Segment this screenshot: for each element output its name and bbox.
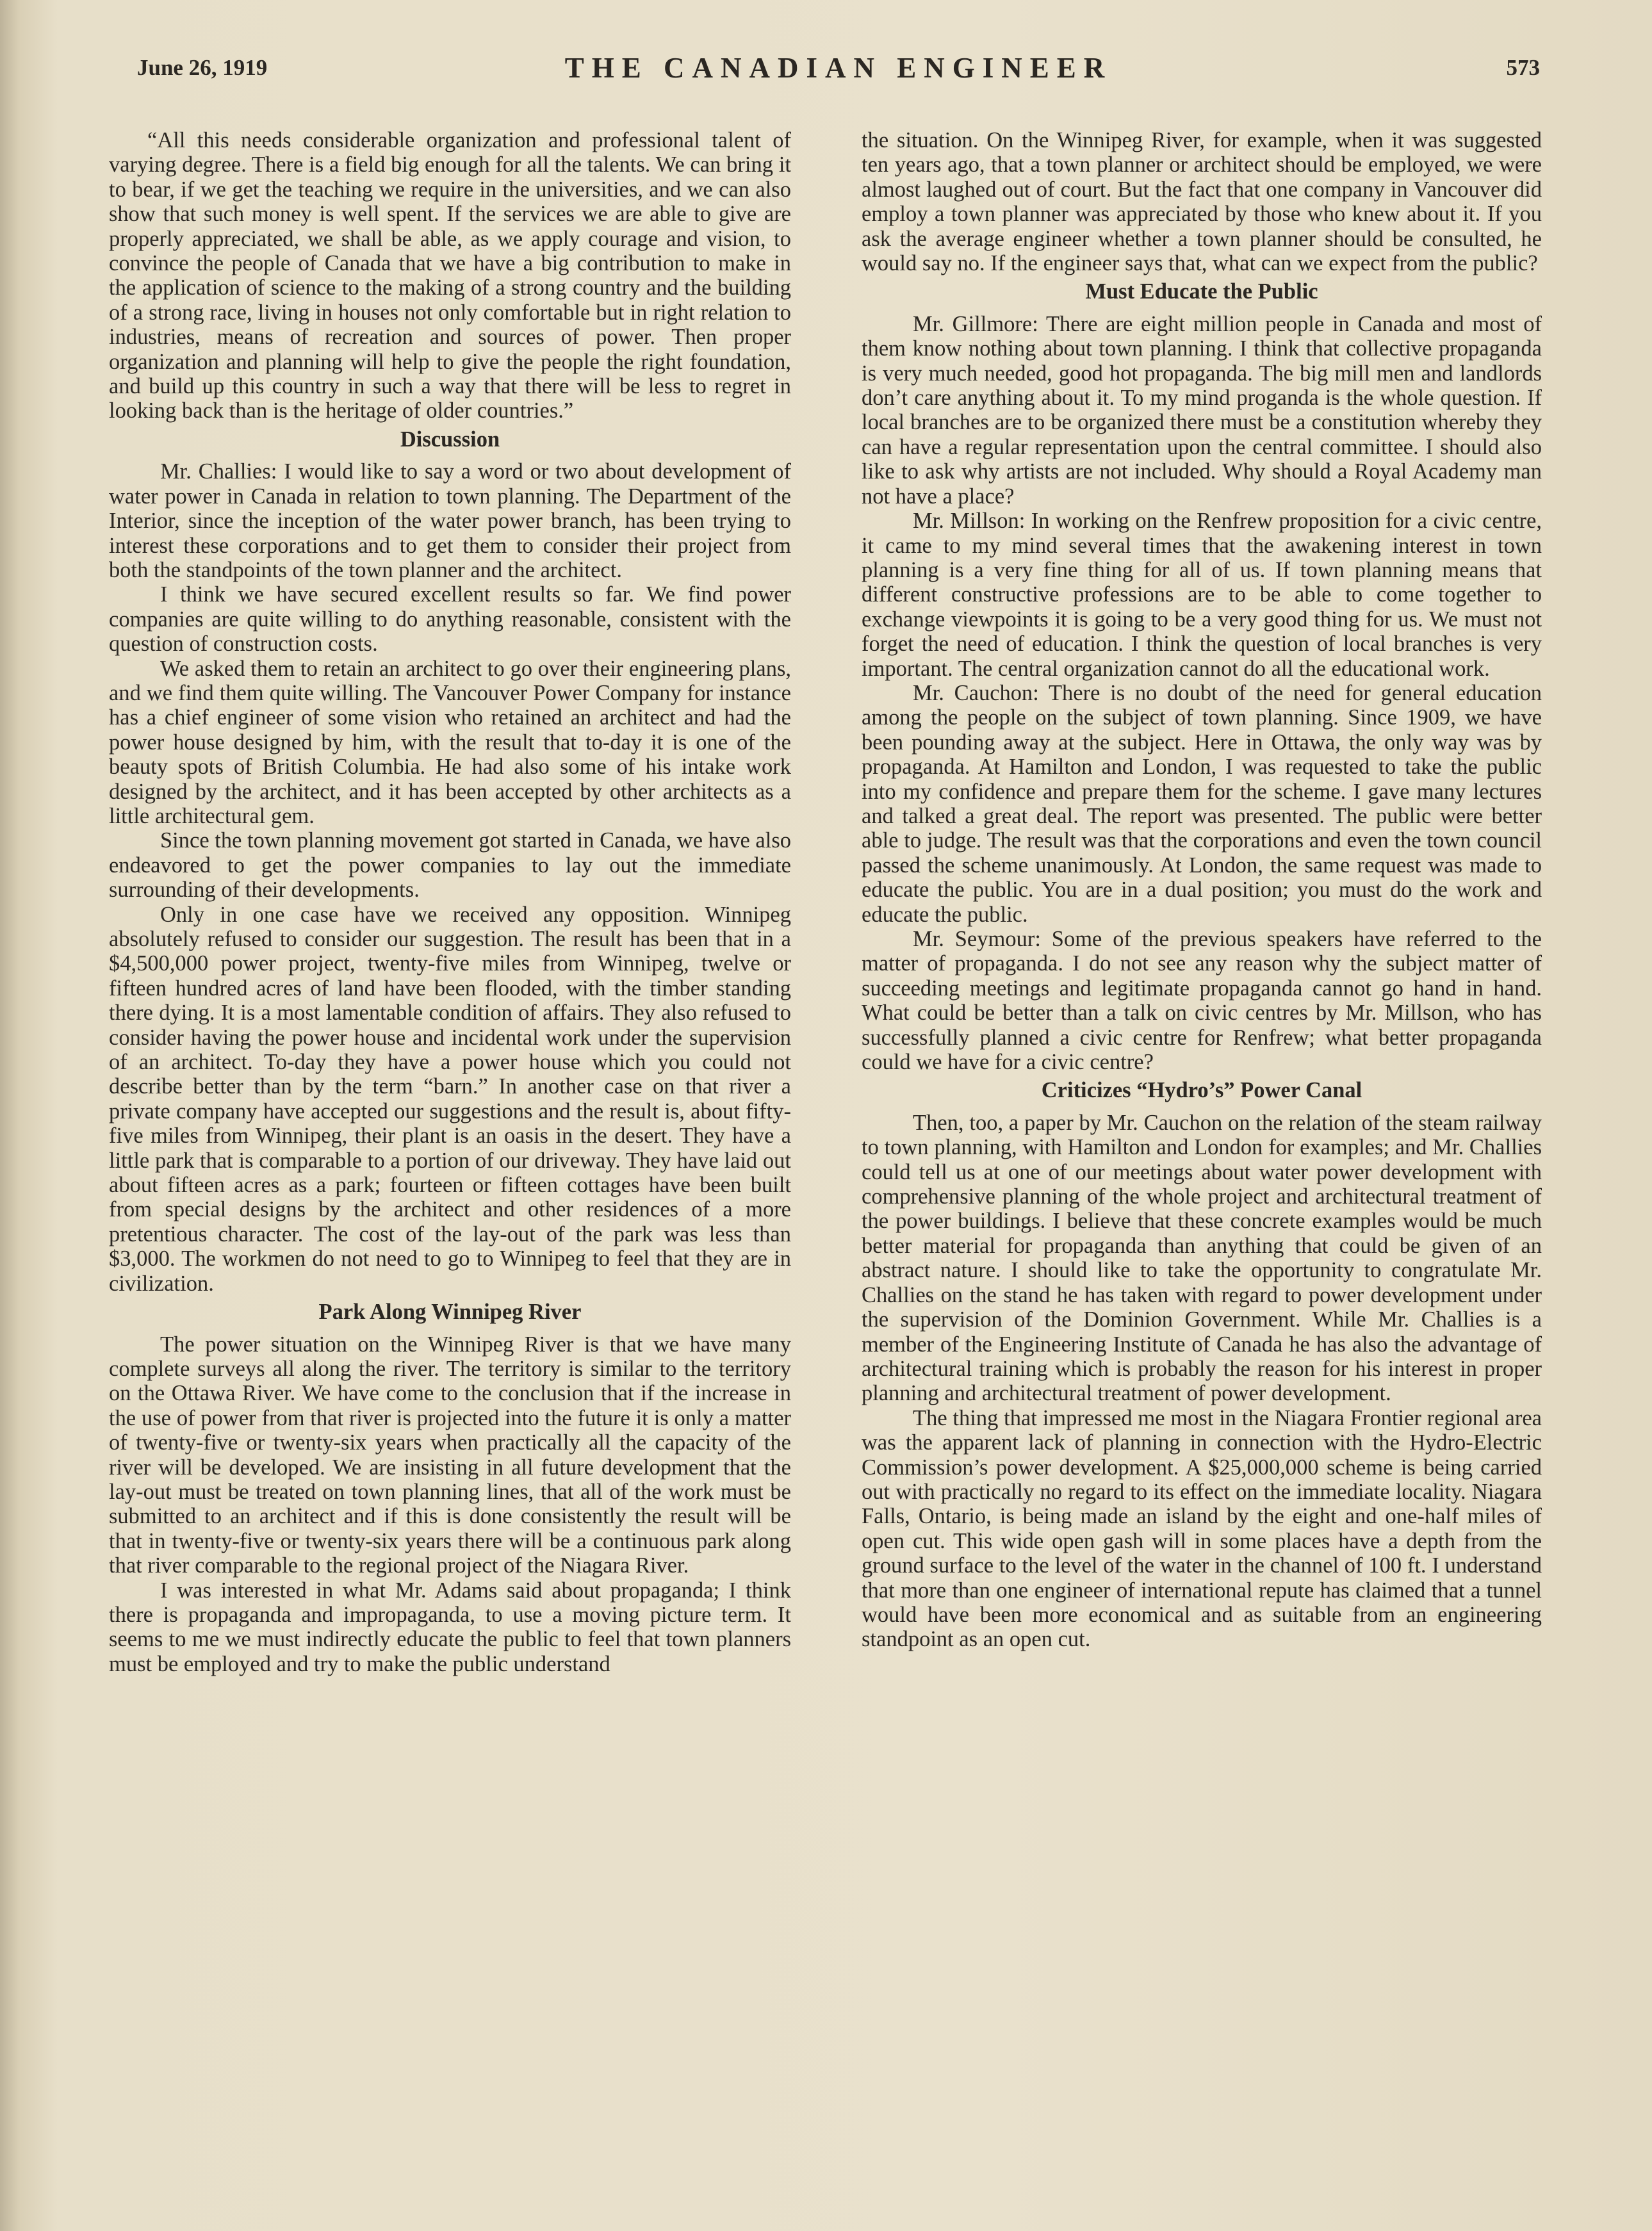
journal-title: THE CANADIAN ENGINEER [564,52,1113,84]
section-heading: Discussion [400,427,500,452]
paragraph: Mr. Gillmore: There are eight million people in Canada and most of them know nothing about town planning. I think that collective propaganda is very much needed, good hot propaganda. The big mill men and landlords don’t care anything about it. To my mind proganda is the whole question. If local branches are to be organized there must be a constitution whereby they can have a regular representation upon the central committee. I should also like to ask why artists are not included. Why should a Royal Academy man not have a place? [862,311,1542,509]
paragraph: Mr. Millson: In working on the Renfrew proposition for a civic centre, it came to my mind several times that the awakening interest in town planning is a very fine thing for all of us. If town planning means that different constructive professions are to be able to come together to exchange viewpoints it is going to be a very good thing for us. We must not forget the need of education. I think the question of local branches is very important. The central organization cannot do all the educational work. [862,509,1542,681]
running-head [137,52,1540,94]
paragraph: We asked them to retain an architect to go over their engineering plans, and we find them quite willing. The Vancouver Power Company for instance has a chief engineer of some vision who retained an architect and had the power house designed by him, with the result that to-day it is one of the beauty spots of British Columbia. He had also some of his intake work designed by the architect, and it has been accepted by other architects as a little architectural gem. [109,656,791,828]
section-heading: Criticizes “Hydro’s” Power Canal [1041,1078,1362,1103]
paragraph: Then, too, a paper by Mr. Cauchon on the relation of the steam railway to town planning, with Hamilton and London for examples; and Mr. Challies could tell us at one of our meetings about water power development with comprehensive planning of the whole project and architectural treatment of the power buildings. I believe that these concrete examples would be much better material for propaganda than anything that could be given of an abstract nature. I should like to take the opportunity to congratulate Mr. Challies on the stand he has taken with regard to power development under the supervision of the Dominion Government. While Mr. Challies is a member of the Engineering Institute of Canada he has also the advantage of architectural training which is probably the reason for his interest in proper planning and architectural treatment of power development. [862,1110,1542,1406]
paragraph: the situation. On the Winnipeg River, for example, when it was suggested ten years ago, that a town planner or architect should be employed, we were almost laughed out of court. But the fact that one company in Vancouver did employ a town planner was appreciated by those who knew about it. If you ask the average engineer whether a town planner should be consulted, he would say no. If the engineer says that, what can we expect from the public? [862,128,1542,276]
paragraph: “All this needs considerable organization and professional talent of varying degree. There is a field big enough for all the talents. We can bring it to bear, if we get the teaching we require in the universities, and we can also show that such money is well spent. If the services we are able to give are properly appreciated, we shall be able, as we apply courage and vision, to convince the people of Canada that we have a big contribution to make in the application of science to the making of a strong country and the building of a strong race, living in houses not only comfortable but in right relation to industries, means of recreation and sources of power. Then proper organization and planning will help to give the people the right foundation, and build up this country in such a way that there will be less to regret in looking back than is the heritage of older countries.” [109,128,791,423]
section-heading: Must Educate the Public [1085,279,1318,304]
paragraph: I was interested in what Mr. Adams said about propaganda; I think there is propaganda and impropaganda, to use a moving picture term. It seems to me we must indirectly educate the public to feel that town planners must be employed and try to make the public understand [109,1578,791,1676]
paragraph: The power situation on the Winnipeg River is that we have many complete surveys all along the river. The territory is similar to the territory on the Ottawa River. We have come to the conclusion that if the increase in the use of power from that river is projected into the future it is only a matter of twenty-five or twenty-six years when practically all the capacity of the river will be developed. We are insisting in all future development that the lay-out must be treated on town planning lines, that all of the work must be submitted to an architect and if this is done consistently the result will be that in twenty-five or twenty-six years there will be a continuous park along that river comparable to the regional project of the Niagara River. [109,1332,791,1578]
section-heading: Park Along Winnipeg River [318,1300,582,1325]
issue-date: June 26, 1919 [137,55,268,80]
paragraph: Mr. Seymour: Some of the previous speakers have referred to the matter of propaganda. I do not see any reason why the subject matter of succeeding meetings and legitimate propaganda cannot go hand in hand. What could be better than a talk on civic centres by Mr. Millson, who has successfully planned a civic centre for Renfrew; what better propaganda could we have for a civic centre? [862,927,1542,1075]
right-column [862,128,1542,1652]
paragraph: Since the town planning movement got started in Canada, we have also endeavored to get the power companies to lay out the immediate surrounding of their developments. [109,828,791,903]
paragraph: The thing that impressed me most in the Niagara Frontier regional area was the apparent lack of planning in connection with the Hydro-Electric Commission’s power development. A $25,000,000 scheme is being carried out with practically no regard to its effect on the immediate locality. Niagara Falls, Ontario, is being made an island by the eight and one-half miles of open cut. This wide open gash will in some places have a depth from the ground surface to the level of the water in the channel of 100 ft. I understand that more than one engineer of international repute has claimed that a tunnel would have been more economical and as suitable from an engineering standpoint as an open cut. [862,1405,1542,1652]
paragraph: Mr. Cauchon: There is no doubt of the need for general education among the people on the subject of town planning. Since 1909, we have been pounding away at the subject. Here in Ottawa, the only way was by propaganda. At Hamilton and London, I was requested to take the public into my confidence and prepare them for the scheme. I gave many lectures and talked a great deal. The report was presented. The public were better able to judge. The result was that the corporations and even the town council passed the scheme unanimously. At London, the same request was made to educate the public. You are in a dual position; you must do the work and educate the public. [862,680,1542,927]
paragraph: I think we have secured excellent results so far. We find power companies are quite willing to do anything reasonable, consistent with the question of construction costs. [109,582,791,657]
left-column [109,128,791,1676]
page-number: 573 [1506,55,1540,80]
paragraph: Only in one case have we received any opposition. Winnipeg absolutely refused to consider our suggestion. The result has been that in a $4,500,000 power project, twenty-five miles from Winnipeg, twelve or fifteen hundred acres of land have been flooded, with the timber standing there dying. It is a most lamentable condition of affairs. They also refused to consider having the power house and incidental work under the supervision of an architect. To-day they have a power house which you could not describe better than by the term “barn.” In another case on that river a private company have accepted our suggestions and the result is, about fifty-five miles from Winnipeg, their plant is an oasis in the desert. They have a little park that is comparable to a portion of our driveway. They have laid out about fifteen acres as a park; fourteen or fifteen cottages have been built from special designs by the architect and other residences of a more pretentious character. The cost of the lay-out of the park was less than $3,000. The workmen do not need to go to Winnipeg to feel that they are in civilization. [109,902,791,1296]
paragraph: Mr. Challies: I would like to say a word or two about development of water power in Canada in relation to town planning. The Department of the Interior, since the inception of the water power branch, has been trying to interest these corporations and to get them to consider their project from both the standpoints of the town planner and the architect. [109,459,791,582]
